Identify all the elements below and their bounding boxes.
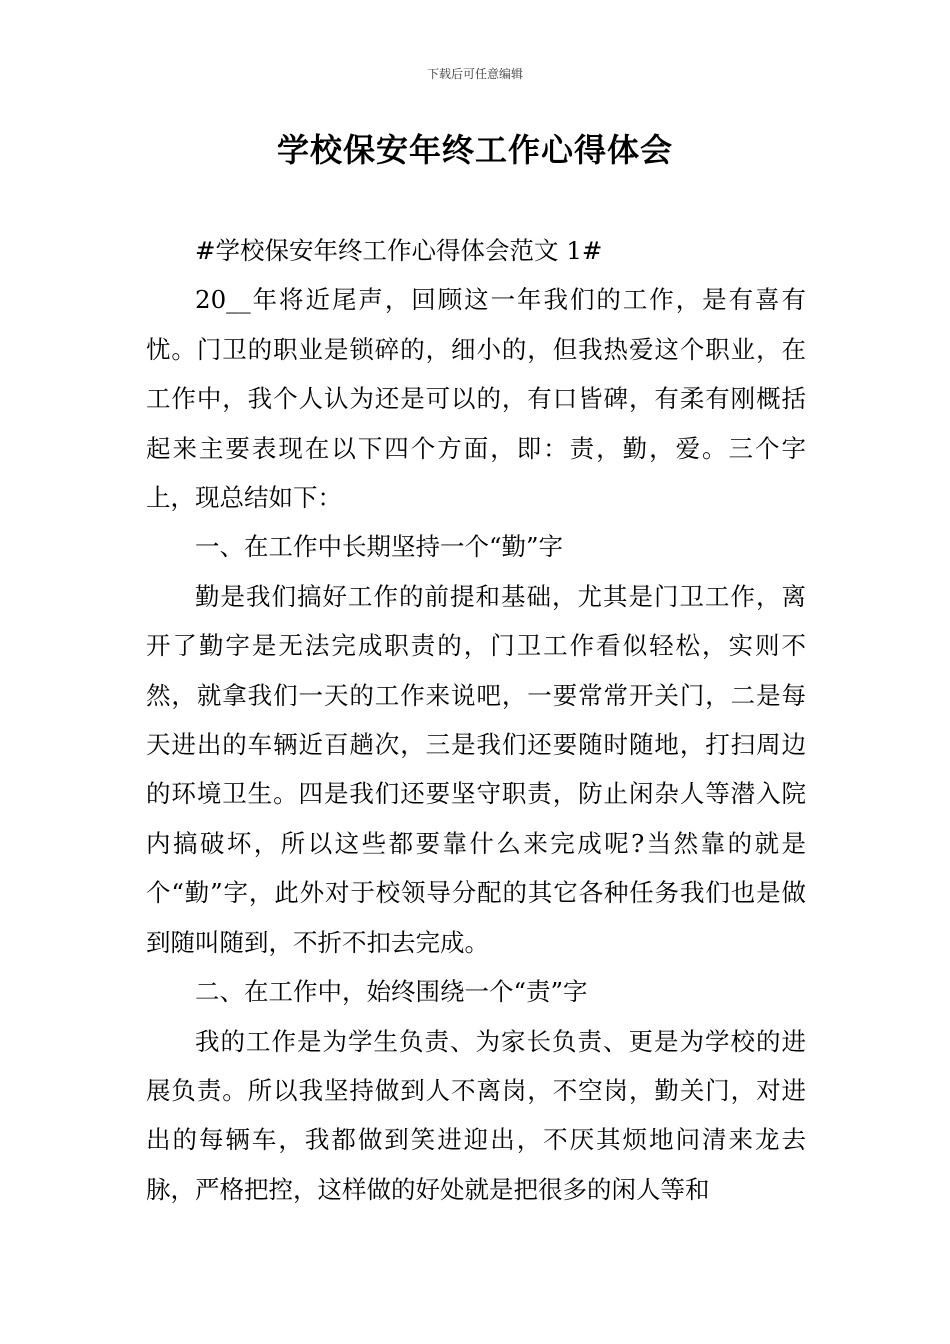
paragraph-responsibility: 我的工作是为学生负责、为家长负责、更是为学校的进展负责。所以我坚持做到人不离岗，不空岗，勤关门，对进出的每辆车，我都做到笑进迎出，不厌其烦地问清来龙去脉，严格把控，这样做的好处就是把很多的闲人等和 (146, 1026, 806, 1204)
document-title: 学校保安年终工作心得体会 (276, 131, 673, 169)
header-note: 下载后可任意编辑 (426, 67, 523, 81)
paragraph-section-heading: #学校保安年终工作心得体会范文 1# (195, 236, 603, 265)
paragraph-heading-responsibility: 二、在工作中，始终围绕一个“责”字 (195, 977, 588, 1007)
paragraph-intro: 20__年将近尾声，回顾这一年我们的工作，是有喜有忧。门卫的职业是锁碎的，细小的，但我热爱这个职业，在工作中，我个人认为还是可以的，有口皆碑，有柔有刚概括起来主要表现在以下四个方面，即：责，勤，爱。三个字上，现总结如下： (146, 285, 806, 513)
paragraph-heading-diligence: 一、在工作中长期坚持一个“勤”字 (195, 532, 564, 562)
paragraph-diligence: 勤是我们搞好工作的前提和基础，尤其是门卫工作，离开了勤字是无法完成职责的，门卫工作看似轻松，实则不然，就拿我们一天的工作来说吧，一要常常开关门，二是每天进出的车辆近百趟次，三是我们还要随时随地，打扫周边的环境卫生。四是我们还要坚守职责，防止闲杂人等潜入院内搞破坏，所以这些都要靠什么来完成呢?当然靠的就是个“勤”字，此外对于校领导分配的其它各种任务我们也是做到随叫随到，不折不扣去完成。 (146, 581, 806, 957)
document-body (146, 226, 806, 1214)
